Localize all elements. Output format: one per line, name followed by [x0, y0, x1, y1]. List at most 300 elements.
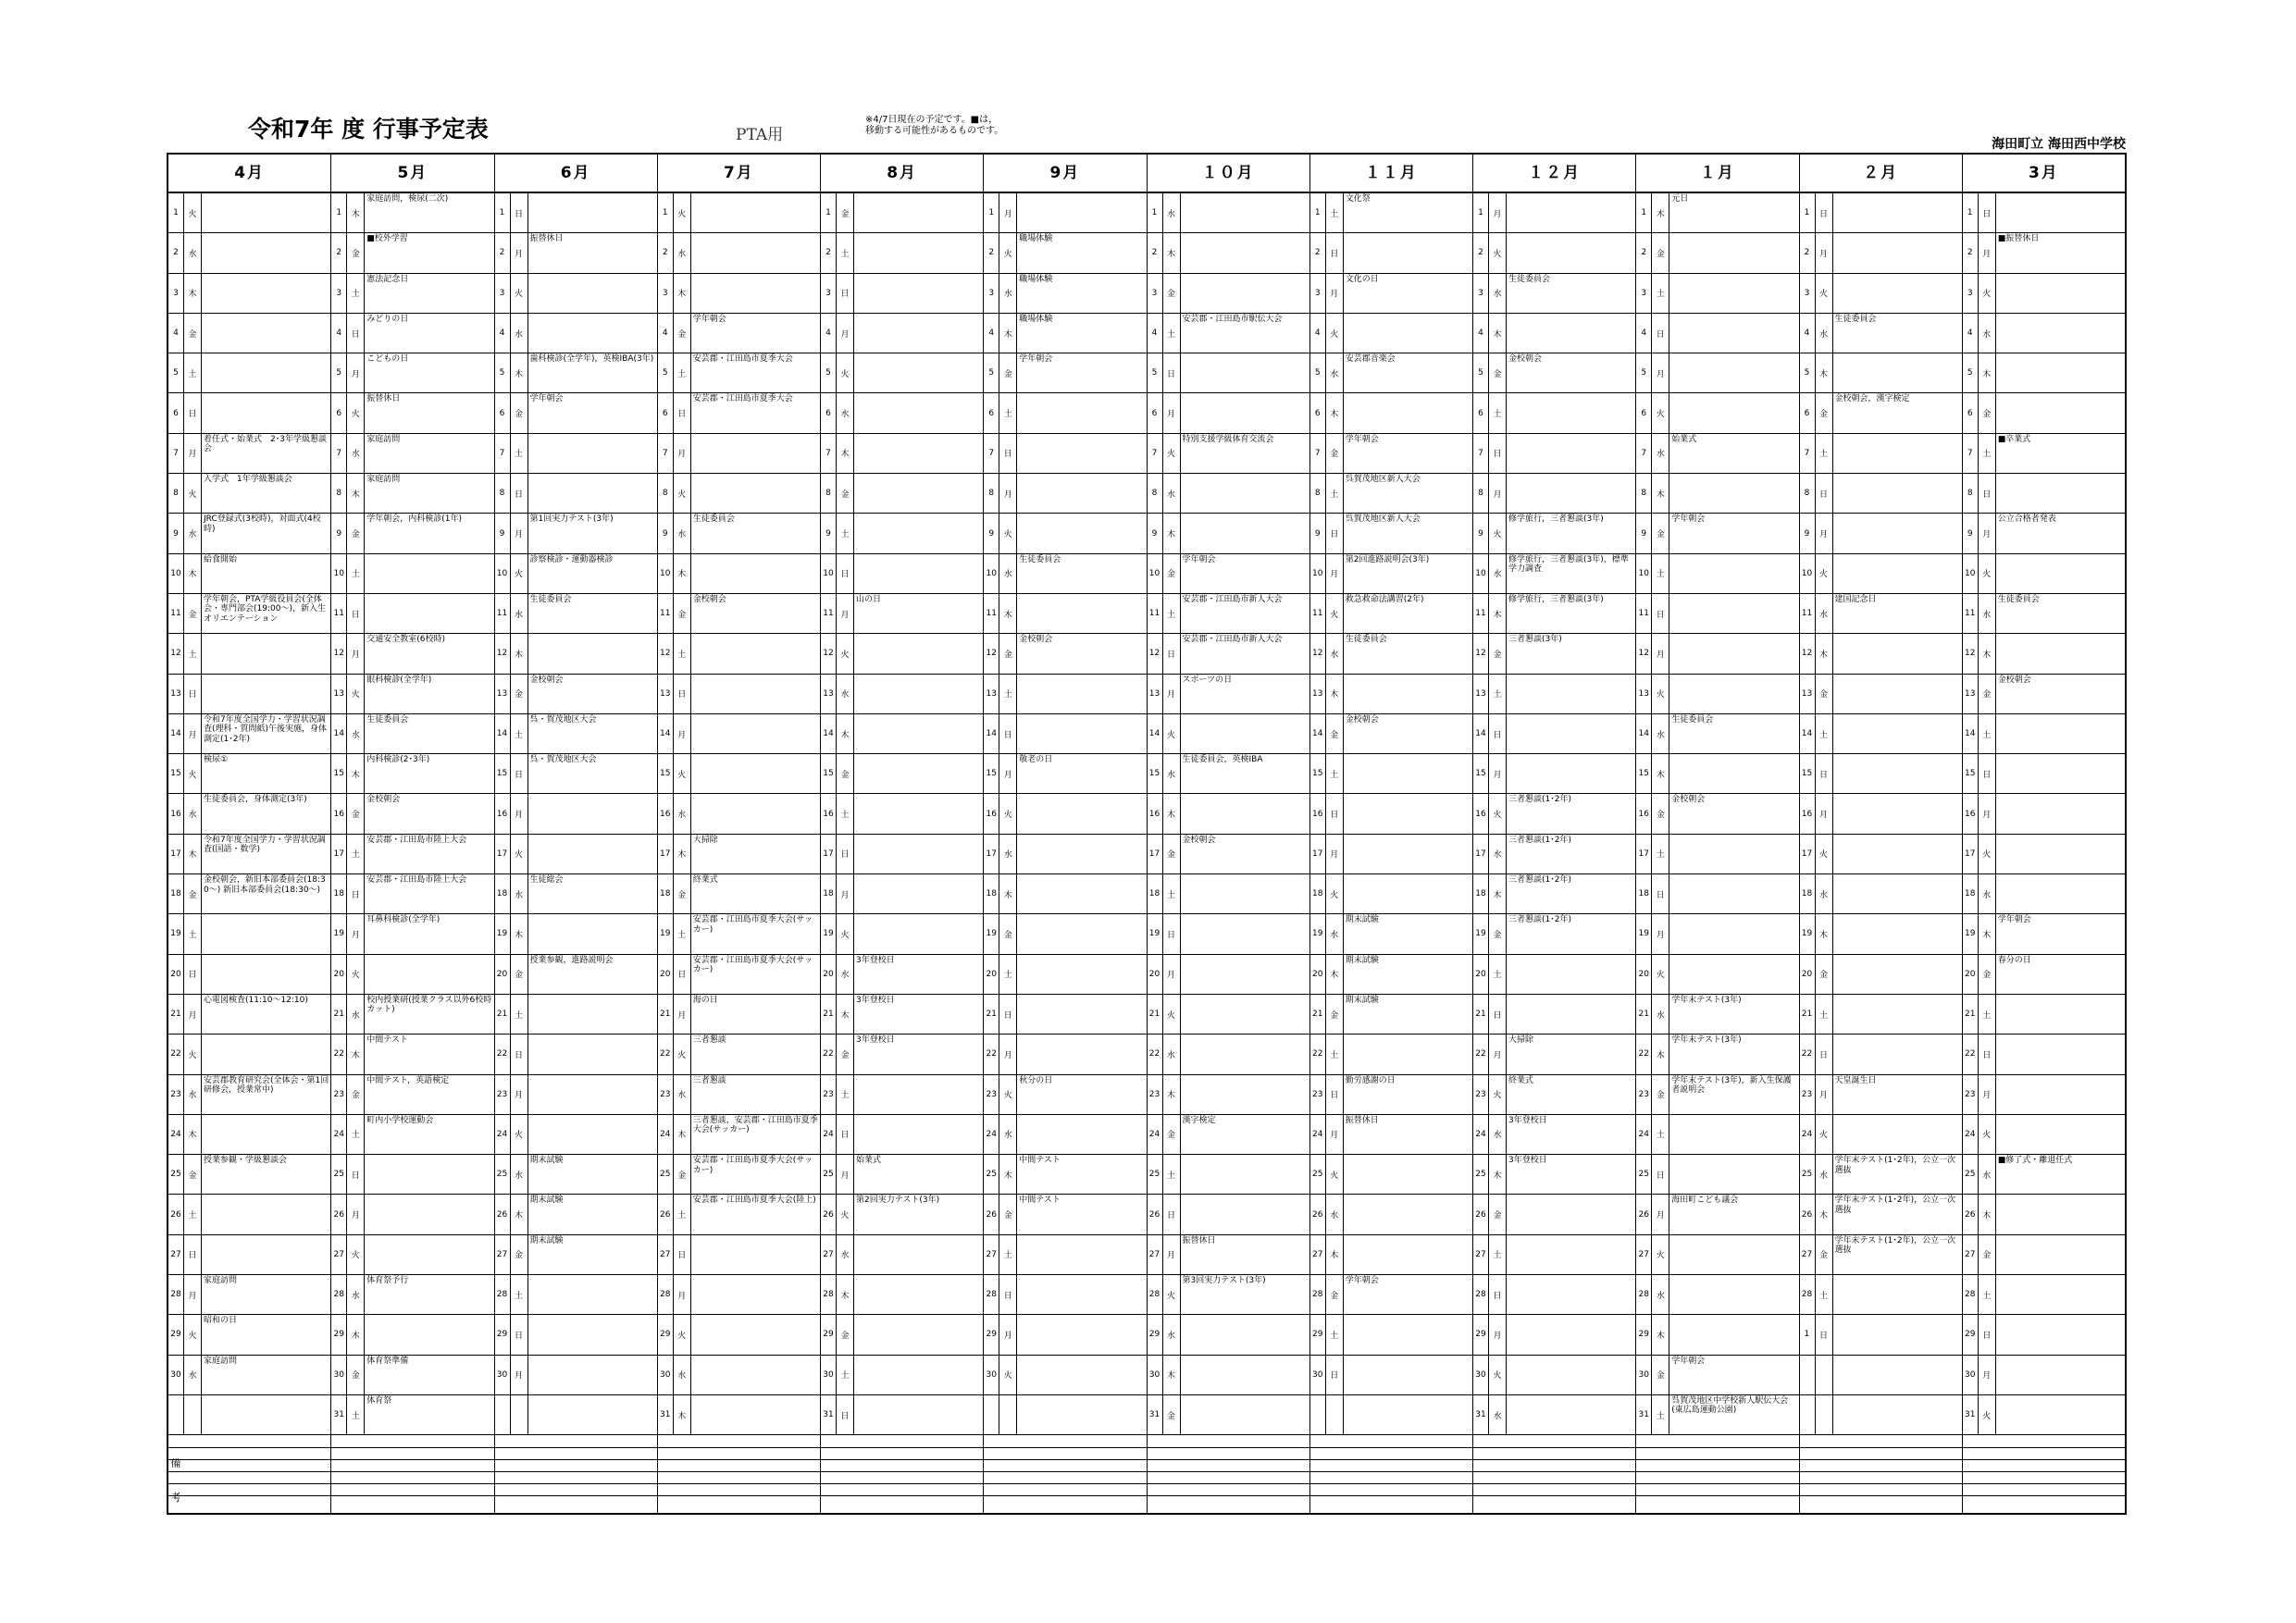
- day-row: [168, 353, 330, 393]
- day-row: [495, 434, 657, 474]
- day-row: [658, 1356, 820, 1395]
- weekday: 金: [511, 393, 528, 432]
- day-number: 7: [1148, 434, 1163, 473]
- day-row: [658, 314, 820, 353]
- remarks-line: [1800, 1471, 1962, 1472]
- day-number: 26: [1636, 1195, 1652, 1233]
- day-number: 1: [1800, 1315, 1816, 1354]
- event-text: 職場体験: [1019, 274, 1053, 284]
- remarks-line: [1473, 1483, 1635, 1484]
- weekday: 水: [1163, 1315, 1181, 1354]
- remarks-area: [821, 1435, 983, 1513]
- event-text: 三者懇談(1･2年): [1508, 915, 1571, 925]
- weekday: 火: [1326, 314, 1344, 353]
- day-row: [658, 1315, 820, 1355]
- weekday: 木: [999, 1155, 1017, 1194]
- weekday: 土: [1163, 314, 1181, 353]
- month-header: １２月: [1473, 155, 1635, 193]
- weekday: 水: [347, 995, 365, 1034]
- day-number: 8: [984, 474, 999, 513]
- day-row: [495, 995, 657, 1035]
- weekday: 水: [1816, 594, 1833, 633]
- day-row: [1473, 995, 1635, 1035]
- remarks-label: 考: [170, 1492, 181, 1504]
- weekday: 月: [1652, 353, 1669, 392]
- event-text: 学年朝会: [1019, 354, 1053, 365]
- day-number: 30: [495, 1356, 511, 1394]
- day-row: [1473, 634, 1635, 674]
- remarks-line: [1148, 1447, 1309, 1448]
- event-text: [854, 1115, 983, 1154]
- day-row: [1800, 274, 1962, 314]
- day-row: [658, 1155, 820, 1195]
- day-row: [1636, 1115, 1798, 1155]
- day-row: [1963, 714, 2125, 754]
- event-text: 家庭訪問: [204, 1356, 238, 1366]
- event-text: 三者懇談(1･2年): [1508, 875, 1571, 886]
- day-row: [1800, 794, 1962, 834]
- day-row: [821, 995, 983, 1035]
- day-number: 15: [1473, 754, 1489, 793]
- weekday: 金: [1652, 1356, 1669, 1394]
- day-number: 29: [331, 1315, 347, 1354]
- weekday: 火: [837, 353, 854, 392]
- weekday: 火: [1163, 995, 1181, 1034]
- day-row: [168, 554, 330, 594]
- weekday: 金: [347, 233, 365, 272]
- day-number: 11: [331, 594, 347, 633]
- day-number: 31: [821, 1395, 837, 1434]
- event-text: 町内小学校運動会: [366, 1115, 434, 1125]
- day-row: [495, 1275, 657, 1315]
- event-text: [1507, 675, 1635, 713]
- day-number: 1: [1310, 193, 1326, 232]
- event-text: [1017, 794, 1146, 833]
- remarks-line: [331, 1471, 493, 1472]
- day-row: [1636, 1075, 1798, 1115]
- day-number: 29: [821, 1315, 837, 1354]
- event-text: 学年朝会，内科検診(1年): [366, 514, 462, 525]
- day-row: [1310, 714, 1472, 754]
- weekday: 月: [1326, 554, 1344, 593]
- weekday: 金: [511, 955, 528, 994]
- weekday: 日: [511, 193, 528, 232]
- remarks-line: [1310, 1447, 1472, 1448]
- day-row: [1148, 1035, 1309, 1074]
- weekday: 火: [1326, 594, 1344, 633]
- day-number: 25: [984, 1155, 999, 1194]
- day-number: 2: [331, 233, 347, 272]
- day-row: [984, 874, 1146, 914]
- day-row: [1473, 955, 1635, 995]
- day-number: 12: [1310, 634, 1326, 673]
- weekday: 月: [1326, 274, 1344, 313]
- day-number: 6: [168, 393, 184, 432]
- weekday: 金: [1489, 1195, 1507, 1233]
- event-text: [1996, 1235, 2125, 1274]
- day-number: 18: [495, 874, 511, 913]
- weekday: 木: [1979, 914, 1996, 953]
- day-number: 12: [1148, 634, 1163, 673]
- day-number: 25: [1473, 1155, 1489, 1194]
- event-text: 昭和の日: [204, 1316, 238, 1326]
- remarks-line: [658, 1495, 820, 1496]
- day-row: [495, 634, 657, 674]
- weekday: 月: [1979, 233, 1996, 272]
- weekday: 木: [1326, 955, 1344, 994]
- day-row: [331, 514, 493, 553]
- day-number: 8: [1310, 474, 1326, 513]
- day-number: 2: [821, 233, 837, 272]
- day-row: [984, 995, 1146, 1035]
- event-text: ■卒業式: [1997, 434, 2031, 444]
- day-number: 6: [1473, 393, 1489, 432]
- day-row: [1473, 1315, 1635, 1355]
- day-row: [984, 675, 1146, 714]
- day-number: 22: [658, 1035, 674, 1073]
- day-row: [1148, 1395, 1309, 1435]
- day-number: 14: [1473, 714, 1489, 753]
- day-row: [1800, 314, 1962, 353]
- day-row: [495, 353, 657, 393]
- weekday: 木: [184, 554, 202, 593]
- day-row: [331, 233, 493, 273]
- month-column: [330, 155, 493, 1513]
- weekday: 金: [999, 634, 1017, 673]
- event-text: こどもの日: [366, 354, 409, 365]
- day-row: [984, 1395, 1146, 1435]
- event-text: 金校朝会: [1345, 714, 1379, 725]
- day-number: 25: [821, 1155, 837, 1194]
- weekday: 火: [1489, 233, 1507, 272]
- weekday: 月: [1652, 1195, 1669, 1233]
- day-number: [1800, 1356, 1816, 1394]
- remarks-line: [1963, 1447, 2125, 1448]
- day-number: 17: [658, 835, 674, 873]
- weekday: 火: [1489, 1075, 1507, 1114]
- weekday: 水: [1489, 1395, 1507, 1434]
- day-number: 29: [495, 1315, 511, 1354]
- day-row: [168, 714, 330, 754]
- day-row: [984, 1155, 1146, 1195]
- event-text: 三者懇談(1･2年): [1508, 835, 1571, 845]
- day-row: [1800, 353, 1962, 393]
- day-number: 7: [331, 434, 347, 473]
- day-number: 3: [168, 274, 184, 313]
- day-row: [331, 794, 493, 834]
- weekday: 月: [184, 1275, 202, 1314]
- day-number: 4: [1800, 314, 1816, 353]
- remarks-line: [331, 1483, 493, 1484]
- weekday: 月: [1489, 474, 1507, 513]
- remarks-line: [1310, 1483, 1472, 1484]
- event-text: [1344, 1195, 1472, 1233]
- day-number: 4: [331, 314, 347, 353]
- weekday: 金: [999, 914, 1017, 953]
- weekday: 土: [1163, 1155, 1181, 1194]
- day-row: [1636, 714, 1798, 754]
- day-number: 20: [1963, 955, 1979, 994]
- weekday: 水: [184, 1356, 202, 1394]
- weekday: 土: [837, 1356, 854, 1394]
- event-text: 眼科検診(全学年): [366, 675, 432, 685]
- event-text: 山の日: [856, 594, 882, 604]
- day-number: 2: [1473, 233, 1489, 272]
- day-number: 24: [331, 1115, 347, 1154]
- day-row: [1800, 193, 1962, 233]
- day-row: [1310, 1155, 1472, 1195]
- weekday: 木: [999, 594, 1017, 633]
- weekday: 日: [837, 1115, 854, 1154]
- weekday: 火: [184, 193, 202, 232]
- day-number: [495, 1395, 511, 1434]
- event-text: [528, 193, 657, 232]
- day-row: [168, 1275, 330, 1315]
- event-text: [1507, 995, 1635, 1034]
- day-row: [1148, 675, 1309, 714]
- event-text: [854, 634, 983, 673]
- event-text: [365, 594, 493, 633]
- day-number: 1: [1800, 193, 1816, 232]
- weekday: 土: [184, 1195, 202, 1233]
- event-text: 振替休日: [1182, 1235, 1216, 1245]
- weekday: 月: [1652, 634, 1669, 673]
- day-number: 29: [1310, 1315, 1326, 1354]
- event-text: [1181, 274, 1309, 313]
- remarks-line: [821, 1447, 983, 1448]
- weekday: 土: [1652, 835, 1669, 873]
- remarks-line: [1800, 1483, 1962, 1484]
- month-header: 3月: [1963, 155, 2125, 193]
- day-row: [1310, 594, 1472, 634]
- weekday: 日: [837, 1395, 854, 1434]
- day-number: 3: [821, 274, 837, 313]
- day-number: 29: [168, 1315, 184, 1354]
- weekday: [1816, 1395, 1833, 1434]
- day-row: [1473, 1115, 1635, 1155]
- weekday: 木: [184, 274, 202, 313]
- weekday: 火: [1652, 393, 1669, 432]
- day-row: [1636, 1195, 1798, 1234]
- day-row: [984, 314, 1146, 353]
- day-number: 11: [1963, 594, 1979, 633]
- day-row: [495, 554, 657, 594]
- day-number: 6: [331, 393, 347, 432]
- day-row: [168, 434, 330, 474]
- event-text: [1344, 675, 1472, 713]
- weekday: 水: [511, 594, 528, 633]
- event-text: 家庭訪問: [204, 1276, 238, 1286]
- day-row: [1310, 393, 1472, 433]
- day-number: 4: [984, 314, 999, 353]
- event-text: [854, 554, 983, 593]
- event-text: 体育祭: [366, 1395, 392, 1406]
- weekday: 金: [1652, 514, 1669, 552]
- day-number: 18: [658, 874, 674, 913]
- day-number: 19: [1800, 914, 1816, 953]
- day-number: 21: [658, 995, 674, 1034]
- event-text: 生徒委員会: [692, 514, 735, 525]
- day-number: 12: [1963, 634, 1979, 673]
- day-row: [821, 1155, 983, 1195]
- event-text: [1017, 955, 1146, 994]
- event-text: [1833, 514, 1962, 552]
- event-text: 3年登校日: [856, 995, 895, 1005]
- day-number: 9: [658, 514, 674, 552]
- weekday: 火: [1652, 675, 1669, 713]
- day-number: 15: [1636, 754, 1652, 793]
- day-number: 24: [658, 1115, 674, 1154]
- event-text: [1996, 874, 2125, 913]
- month-header: 7月: [658, 155, 820, 193]
- event-text: [202, 1115, 330, 1154]
- event-text: 学年末テスト(1･2年)，公立一次選抜: [1834, 1196, 1956, 1215]
- day-number: 30: [1963, 1356, 1979, 1394]
- day-row: [821, 1195, 983, 1234]
- event-text: [854, 393, 983, 432]
- day-row: [331, 1356, 493, 1395]
- event-text: 終業式: [692, 875, 718, 886]
- day-number: 24: [1148, 1115, 1163, 1154]
- weekday: 木: [837, 1275, 854, 1314]
- event-text: 公立合格者発表: [1997, 514, 2056, 525]
- weekday: 土: [999, 393, 1017, 432]
- remarks-label: 備: [170, 1457, 181, 1469]
- day-number: 22: [1800, 1035, 1816, 1073]
- event-text: [1181, 353, 1309, 392]
- weekday: 木: [999, 874, 1017, 913]
- event-text: [1833, 634, 1962, 673]
- event-text: [1181, 474, 1309, 513]
- weekday: 木: [347, 754, 365, 793]
- day-number: 20: [658, 955, 674, 994]
- day-number: 7: [168, 434, 184, 473]
- day-number: 13: [331, 675, 347, 713]
- weekday: 土: [837, 794, 854, 833]
- remarks-line: [331, 1447, 493, 1448]
- month-column: [494, 155, 657, 1513]
- month-header: １月: [1636, 155, 1798, 193]
- event-text: [691, 1235, 820, 1274]
- day-number: 20: [1473, 955, 1489, 994]
- event-text: [1507, 193, 1635, 232]
- weekday: 日: [1652, 594, 1669, 633]
- event-text: 修学旅行，三者懇談(3年)，標準学力調査: [1508, 554, 1629, 575]
- weekday: 日: [1489, 995, 1507, 1034]
- weekday: 土: [1816, 995, 1833, 1034]
- weekday: 木: [511, 914, 528, 953]
- event-text: [1181, 995, 1309, 1034]
- day-number: 19: [1963, 914, 1979, 953]
- day-number: 23: [495, 1075, 511, 1114]
- day-number: 25: [331, 1155, 347, 1194]
- day-row: [1636, 193, 1798, 233]
- remarks-line: [1636, 1459, 1798, 1460]
- weekday: 月: [674, 714, 691, 753]
- day-row: [1473, 874, 1635, 914]
- day-number: 24: [1800, 1115, 1816, 1154]
- event-text: 診察検診・運動器検診: [529, 554, 614, 564]
- weekday: 金: [1489, 634, 1507, 673]
- event-text: [691, 1356, 820, 1394]
- month-header: 4月: [168, 155, 330, 193]
- weekday: 火: [1979, 835, 1996, 873]
- remarks-area: [1473, 1435, 1635, 1513]
- event-text: [691, 675, 820, 713]
- event-text: [1507, 754, 1635, 793]
- day-row: [1963, 393, 2125, 433]
- event-text: [1833, 474, 1962, 513]
- remarks-line: [1800, 1495, 1962, 1496]
- event-text: 学年朝会，PTA学級役員会(全体会・専門部会(19:00～)，新入生オリエンテーション: [204, 594, 326, 624]
- day-number: 2: [495, 233, 511, 272]
- event-text: [854, 353, 983, 392]
- day-row: [1963, 434, 2125, 474]
- day-row: [495, 594, 657, 634]
- event-text: [1996, 1395, 2125, 1434]
- event-text: [1344, 754, 1472, 793]
- day-row: [1963, 794, 2125, 834]
- weekday: 月: [1326, 835, 1344, 873]
- day-number: [1800, 1395, 1816, 1434]
- event-text: 給食開始: [204, 554, 238, 564]
- day-row: [1148, 594, 1309, 634]
- event-text: [1669, 353, 1798, 392]
- event-text: [1996, 353, 2125, 392]
- day-row: [658, 594, 820, 634]
- day-row: [1963, 995, 2125, 1035]
- weekday: 火: [1979, 1395, 1996, 1434]
- weekday: 木: [511, 353, 528, 392]
- weekday: 木: [1163, 514, 1181, 552]
- day-number: 6: [1636, 393, 1652, 432]
- day-row: [495, 794, 657, 834]
- weekday: 日: [347, 314, 365, 353]
- day-row: [1148, 393, 1309, 433]
- weekday: 木: [1326, 393, 1344, 432]
- day-row: [168, 794, 330, 834]
- event-text: [1833, 1395, 1962, 1434]
- day-number: 17: [168, 835, 184, 873]
- event-text: 第3回実力テスト(3年): [1182, 1276, 1266, 1286]
- event-text: [1344, 1235, 1472, 1274]
- day-row: [1310, 1275, 1472, 1315]
- day-row: [331, 1155, 493, 1195]
- day-number: 14: [1800, 714, 1816, 753]
- weekday: 土: [837, 1075, 854, 1114]
- weekday: 木: [1979, 353, 1996, 392]
- day-number: 7: [1636, 434, 1652, 473]
- event-text: [1833, 1356, 1962, 1394]
- weekday: 土: [674, 634, 691, 673]
- event-text: [1996, 835, 2125, 873]
- weekday: 月: [347, 1195, 365, 1233]
- weekday: 日: [837, 554, 854, 593]
- day-number: 28: [984, 1275, 999, 1314]
- weekday: 火: [1816, 1115, 1833, 1154]
- event-text: [1017, 835, 1146, 873]
- event-text: 始業式: [856, 1156, 882, 1166]
- event-text: [1996, 1035, 2125, 1073]
- day-row: [1963, 1235, 2125, 1275]
- weekday: 木: [1816, 1195, 1833, 1233]
- day-row: [331, 474, 493, 514]
- weekday: 日: [674, 1235, 691, 1274]
- day-number: 8: [331, 474, 347, 513]
- day-row: [168, 594, 330, 634]
- event-text: 第2回実力テスト(3年): [856, 1196, 940, 1206]
- weekday: 水: [999, 274, 1017, 313]
